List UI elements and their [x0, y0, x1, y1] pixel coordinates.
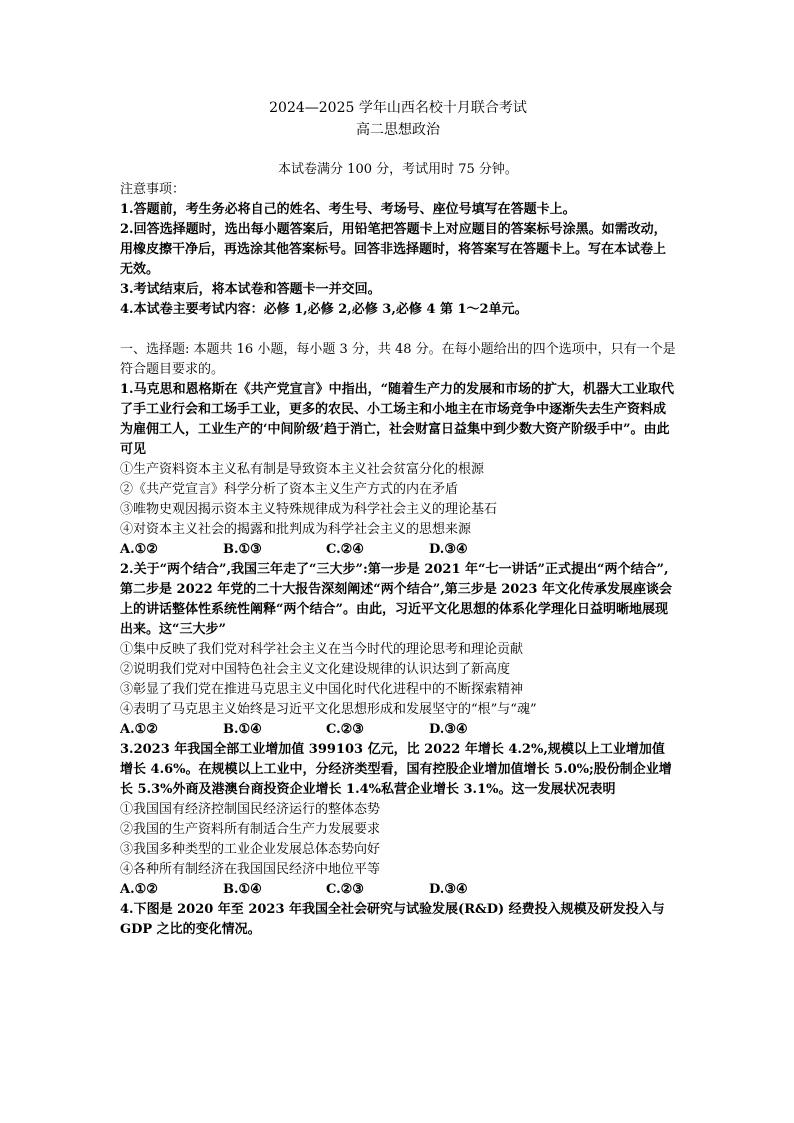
choice-row	[120, 880, 676, 900]
choice-a: A.①②	[120, 542, 158, 557]
question-stem: 3.2023 年我国全部工业增加值 399103 亿元，比 2022 年增长 4.2%,规模以上工业增加值增长 4.6%。在规模以上工业中，分经济类型看，国有控股企业增加值增长 5.0%;股份制企业增长 5.3%外商及港澳台商投资企业增长 1.4%私营企业增长 3.1%。这一发展状况表明	[120, 742, 672, 797]
choice-a: A.①②	[120, 882, 158, 897]
statement-2: ②我国的生产资料所有制适合生产力发展要求	[120, 822, 381, 837]
statement-4: ④各种所有制经济在我国国民经济中地位平等	[120, 862, 381, 877]
statement-3: ③彰显了我们党在推进马克思主义中国化时代化进程中的不断探索精神	[120, 682, 524, 697]
choice-b: B.①④	[223, 722, 262, 737]
exam-page	[120, 98, 676, 940]
exam-meta: 本试卷满分 100 分，考试用时 75 分钟。	[278, 162, 518, 177]
choice-c: C.②③	[326, 882, 364, 897]
choice-row	[120, 720, 676, 740]
exam-subtitle: 高二思想政治	[356, 122, 440, 138]
choice-d: D.③④	[429, 882, 468, 897]
question-3	[120, 740, 676, 900]
question-stem: 1.马克思和恩格斯在《共产党宣言》中指出，“随着生产力的发展和市场的扩大，机器大工业取代了手工业行会和工场手工业，更多的农民、小工场主和小地主在市场竞争中逐渐失去生产资料成为雇佣工人，工业生产的‘中间阶级’趋于消亡，社会财富日益集中到少数大资产阶级手中”。由此可见	[120, 382, 675, 457]
choice-b: B.①③	[223, 542, 262, 557]
choice-d: D.③④	[429, 722, 468, 737]
choice-c: C.②③	[326, 722, 364, 737]
choice-d: D.③④	[429, 542, 468, 557]
note-item-1: 1.答题前，考生务必将自己的姓名、考生号、考场号、座位号填写在答题卡上。	[120, 202, 576, 217]
question-4	[120, 900, 676, 940]
question-stem: 4.下图是 2020 年至 2023 年我国全社会研究与试验发展(R&D) 经费投入规模及研发投入与 GDP 之比的变化情况。	[120, 902, 665, 937]
exam-title: 2024—2025 学年山西名校十月联合考试	[269, 100, 527, 116]
choice-row	[120, 540, 676, 560]
note-item-2: 2.回答选择题时，选出每小题答案后，用铅笔把答题卡上对应题目的答案标号涂黑。如需改动，用橡皮擦干净后，再选涂其他答案标号。回答非选择题时，将答案写在答题卡上。写在本试卷上无效。	[120, 222, 667, 277]
notes-heading: 注意事项：	[120, 182, 186, 197]
question-1	[120, 380, 676, 560]
choice-c: C.②④	[326, 542, 364, 557]
statement-2: ②说明我们党对中国特色社会主义文化建设规律的认识达到了新高度	[120, 662, 511, 677]
statement-4: ④表明了马克思主义始终是习近平文化思想形成和发展坚守的“根”与“魂”	[120, 702, 537, 717]
question-stem: 2.关于“两个结合”,我国三年走了“三大步”:第一步是 2021 年“七一讲话”正式提出“两个结合”,第二步是 2022 年党的二十大报告深刻阐述“两个结合”,第三步是 2023 年文化传承发展座谈会上的讲话整体性系统性阐释“两个结合”。由此，习近平文化思想的体系化学理化日益明晰地展现出来。这“三大步”	[120, 562, 672, 637]
statement-2: ②《共产党宣言》科学分析了资本主义生产方式的内在矛盾	[120, 482, 459, 497]
choice-b: B.①④	[223, 882, 262, 897]
statement-1: ①集中反映了我们党对科学社会主义在当今时代的理论思考和理论贡献	[120, 642, 524, 657]
statement-1: ①我国国有经济控制国民经济运行的整体态势	[120, 802, 381, 817]
section-heading: 一、选择题: 本题共 16 小题，每小题 3 分，共 48 分。在每小题给出的四个选项中，只有一个是符合题目要求的。	[120, 342, 676, 377]
statement-1: ①生产资料资本主义私有制是导致资本主义社会贫富分化的根源	[120, 462, 485, 477]
statement-4: ④对资本主义社会的揭露和批判成为科学社会主义的思想来源	[120, 522, 472, 537]
note-item-4: 4.本试卷主要考试内容：必修 1,必修 2,必修 3,必修 4 第 1～2单元。	[120, 302, 528, 317]
section-spacer	[120, 320, 676, 340]
question-2	[120, 560, 676, 740]
choice-a: A.①②	[120, 722, 158, 737]
statement-3: ③我国多种类型的工业企业发展总体态势向好	[120, 842, 381, 857]
statement-3: ③唯物史观因揭示资本主义特殊规律成为科学社会主义的理论基石	[120, 502, 498, 517]
note-item-3: 3.考试结束后，将本试卷和答题卡一并交回。	[120, 282, 381, 297]
